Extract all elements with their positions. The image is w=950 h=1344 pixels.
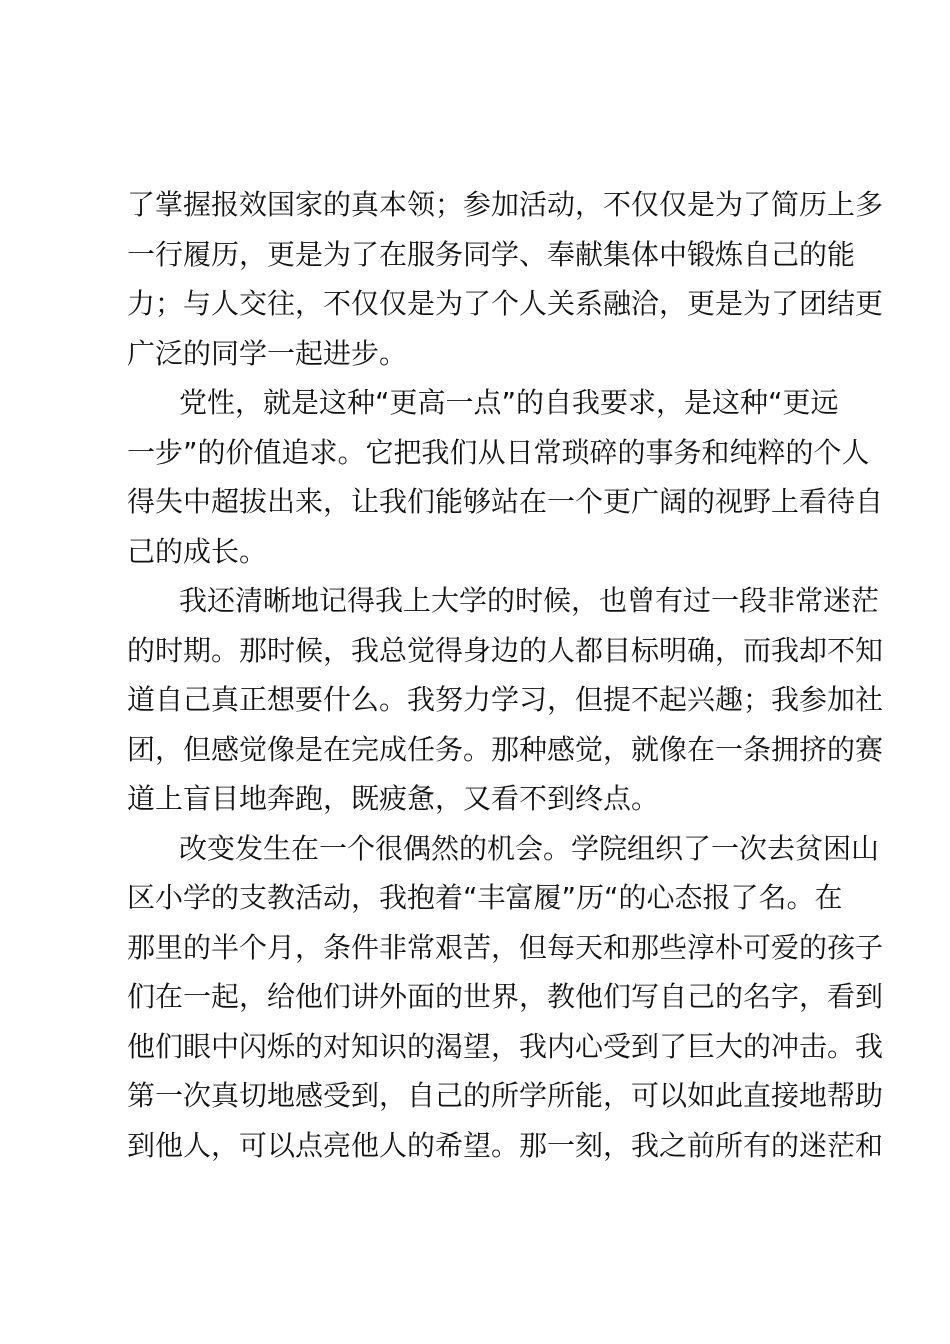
paragraph-3: [127, 576, 884, 824]
paragraph-4: [127, 824, 884, 1171]
text-line: 了掌握报效国家的真本领；参加活动，不仅仅是为了简历上多: [127, 188, 884, 221]
text-line: 区小学的支教活动，我抱着“丰富履”历“的心态报了名。在: [127, 881, 843, 914]
text-line: 到他人，可以点亮他人的希望。那一刻，我之前所有的迷茫和: [127, 1128, 884, 1162]
text-line: 广泛的同学一起进步。: [127, 336, 408, 370]
text-line: 第一次真切地感受到，自己的所学所能，可以如此直接地帮助: [127, 1079, 884, 1112]
text-line: 的时期。那时候，我总觉得身边的人都目标明确，而我却不知: [127, 633, 884, 667]
text-line: 们在一起，给他们讲外面的世界，教他们写自己的名字，看到: [127, 980, 884, 1013]
text-line: 一步”的价值追求。它把我们从日常琐碎的事务和纯粹的个人: [127, 435, 870, 469]
text-line: 改变发生在一个很偶然的机会。学院组织了一次去贫困山: [179, 831, 880, 865]
text-line: 他们眼中闪烁的对知识的渴望，我内心受到了巨大的冲击。我: [127, 1029, 884, 1063]
paragraph-2: [127, 378, 884, 576]
document-body: [127, 180, 884, 1170]
text-line: 己的成长。: [127, 534, 268, 568]
text-line: 那里的半个月，条件非常艰苦，但每天和那些淳朴可爱的孩子: [127, 930, 884, 964]
text-line: 一行履历，更是为了在服务同学、奉献集体中锻炼自己的能: [127, 237, 856, 271]
text-line: 道上盲目地奔跑，既疲惫，又看不到终点。: [127, 782, 660, 815]
text-line: 力；与人交往，不仅仅是为了个人关系融洽，更是为了团结更: [127, 287, 884, 320]
text-line: 党性，就是这种“更高一点”的自我要求，是这种“更远: [179, 386, 839, 419]
text-line: 得失中超拔出来，让我们能够站在一个更广阔的视野上看待自: [127, 485, 884, 518]
text-line: 团，但感觉像是在完成任务。那种感觉，就像在一条拥挤的赛: [127, 732, 884, 766]
text-line: 道自己真正想要什么。我努力学习，但提不起兴趣；我参加社: [127, 683, 884, 716]
text-line: 我还清晰地记得我上大学的时候，也曾有过一段非常迷茫: [179, 584, 880, 617]
paragraph-1: [127, 180, 884, 378]
